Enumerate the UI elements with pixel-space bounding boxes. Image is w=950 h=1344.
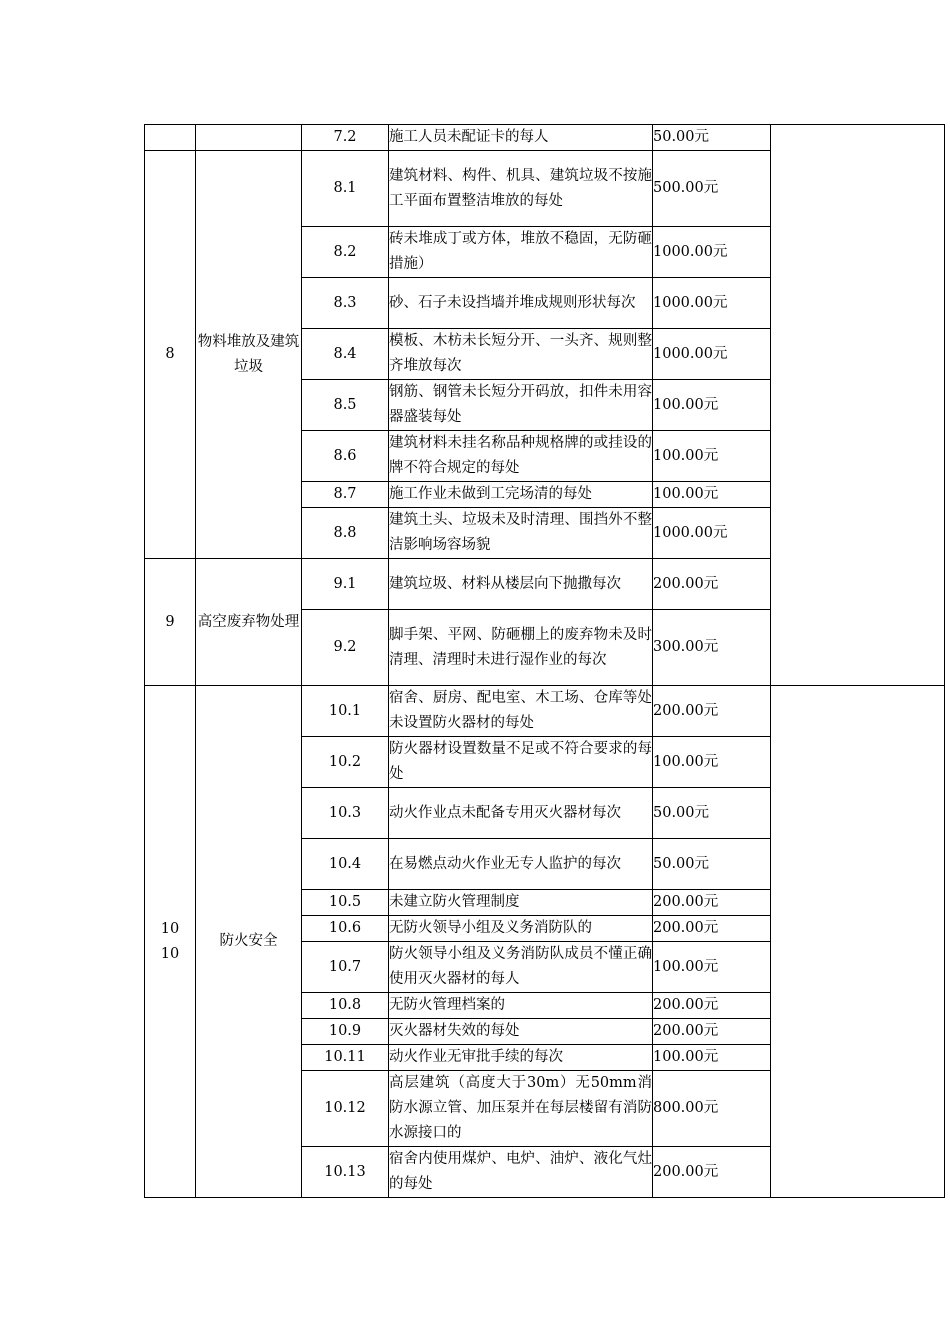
group-category-cell: 防火安全 xyxy=(196,686,302,1198)
item-code-cell: 8.2 xyxy=(302,227,389,278)
item-amount-cell: 100.00元 xyxy=(653,942,771,993)
item-amount-cell: 200.00元 xyxy=(653,559,771,610)
item-amount-cell: 50.00元 xyxy=(653,839,771,890)
item-description-cell: 动火作业点未配备专用灭火器材每次 xyxy=(389,788,653,839)
group-category-cell xyxy=(196,125,302,151)
item-description-cell: 在易燃点动火作业无专人监护的每次 xyxy=(389,839,653,890)
item-description-cell: 施工作业未做到工完场清的每处 xyxy=(389,482,653,508)
item-code-cell: 8.7 xyxy=(302,482,389,508)
item-amount-cell: 100.00元 xyxy=(653,482,771,508)
item-code-cell: 9.2 xyxy=(302,610,389,686)
item-code-cell: 10.8 xyxy=(302,993,389,1019)
item-code-cell: 10.4 xyxy=(302,839,389,890)
item-code-cell: 10.5 xyxy=(302,890,389,916)
item-amount-cell: 200.00元 xyxy=(653,890,771,916)
item-amount-cell: 800.00元 xyxy=(653,1071,771,1147)
item-amount-cell: 1000.00元 xyxy=(653,227,771,278)
item-amount-cell: 1000.00元 xyxy=(653,278,771,329)
item-code-cell: 10.9 xyxy=(302,1019,389,1045)
item-amount-cell: 1000.00元 xyxy=(653,508,771,559)
item-amount-cell: 200.00元 xyxy=(653,993,771,1019)
item-code-cell: 10.11 xyxy=(302,1045,389,1071)
group-number-cell: 9 xyxy=(145,559,196,686)
penalty-table-page xyxy=(144,124,944,1198)
item-description-cell: 未建立防火管理制度 xyxy=(389,890,653,916)
item-code-cell: 10.3 xyxy=(302,788,389,839)
item-amount-cell: 100.00元 xyxy=(653,1045,771,1071)
item-code-cell: 8.3 xyxy=(302,278,389,329)
table-row xyxy=(145,125,945,151)
item-description-cell: 宿舍内使用煤炉、电炉、油炉、液化气灶的每处 xyxy=(389,1147,653,1198)
item-amount-cell: 1000.00元 xyxy=(653,329,771,380)
item-description-cell: 宿舍、厨房、配电室、木工场、仓库等处未设置防火器材的每处 xyxy=(389,686,653,737)
item-code-cell: 9.1 xyxy=(302,559,389,610)
table-row xyxy=(145,686,945,737)
item-description-cell: 灭火器材失效的每处 xyxy=(389,1019,653,1045)
item-description-cell: 防火器材设置数量不足或不符合要求的每处 xyxy=(389,737,653,788)
item-code-cell: 8.1 xyxy=(302,151,389,227)
item-code-cell: 8.8 xyxy=(302,508,389,559)
item-amount-cell: 200.00元 xyxy=(653,1147,771,1198)
item-code-cell: 10.6 xyxy=(302,916,389,942)
item-code-cell: 10.1 xyxy=(302,686,389,737)
item-description-cell: 防火领导小组及义务消防队成员不懂正确使用灭火器材的每人 xyxy=(389,942,653,993)
item-description-cell: 砖未堆成丁或方体，堆放不稳固，无防砸措施） xyxy=(389,227,653,278)
item-description-cell: 高层建筑（高度大于30m）无50mm消防水源立管、加压泵并在每层楼留有消防水源接口的 xyxy=(389,1071,653,1147)
item-description-cell: 砂、石子未设挡墙并堆成规则形状每次 xyxy=(389,278,653,329)
item-description-cell: 动火作业无审批手续的每次 xyxy=(389,1045,653,1071)
group-category-cell: 物料堆放及建筑垃圾 xyxy=(196,151,302,559)
item-amount-cell: 500.00元 xyxy=(653,151,771,227)
item-amount-cell: 50.00元 xyxy=(653,125,771,151)
item-code-cell: 10.7 xyxy=(302,942,389,993)
item-amount-cell: 300.00元 xyxy=(653,610,771,686)
item-description-cell: 建筑土头、垃圾未及时清理、围挡外不整洁影响场容场貌 xyxy=(389,508,653,559)
item-code-cell: 8.6 xyxy=(302,431,389,482)
item-amount-cell: 200.00元 xyxy=(653,916,771,942)
item-amount-cell: 100.00元 xyxy=(653,737,771,788)
item-description-cell: 无防火管理档案的 xyxy=(389,993,653,1019)
item-amount-cell: 50.00元 xyxy=(653,788,771,839)
item-amount-cell: 100.00元 xyxy=(653,380,771,431)
item-amount-cell: 200.00元 xyxy=(653,686,771,737)
remark-cell xyxy=(771,686,945,1198)
item-code-cell: 7.2 xyxy=(302,125,389,151)
item-code-cell: 10.13 xyxy=(302,1147,389,1198)
item-code-cell: 10.2 xyxy=(302,737,389,788)
item-amount-cell: 200.00元 xyxy=(653,1019,771,1045)
item-description-cell: 无防火领导小组及义务消防队的 xyxy=(389,916,653,942)
penalty-table xyxy=(144,124,945,1198)
group-number-cell: 10 10 xyxy=(145,686,196,1198)
item-description-cell: 建筑材料未挂名称品种规格牌的或挂设的牌不符合规定的每处 xyxy=(389,431,653,482)
group-number-cell xyxy=(145,125,196,151)
item-code-cell: 10.12 xyxy=(302,1071,389,1147)
item-description-cell: 脚手架、平网、防砸棚上的废弃物未及时清理、清理时未进行湿作业的每次 xyxy=(389,610,653,686)
item-description-cell: 建筑材料、构件、机具、建筑垃圾不按施工平面布置整洁堆放的每处 xyxy=(389,151,653,227)
group-number-cell: 8 xyxy=(145,151,196,559)
item-description-cell: 建筑垃圾、材料从楼层向下抛撒每次 xyxy=(389,559,653,610)
item-amount-cell: 100.00元 xyxy=(653,431,771,482)
item-code-cell: 8.4 xyxy=(302,329,389,380)
item-code-cell: 8.5 xyxy=(302,380,389,431)
item-description-cell: 施工人员未配证卡的每人 xyxy=(389,125,653,151)
group-category-cell: 高空废弃物处理 xyxy=(196,559,302,686)
remark-cell xyxy=(771,125,945,686)
item-description-cell: 模板、木枋未长短分开、一头齐、规则整齐堆放每次 xyxy=(389,329,653,380)
item-description-cell: 钢筋、钢管未长短分开码放，扣件未用容器盛装每处 xyxy=(389,380,653,431)
